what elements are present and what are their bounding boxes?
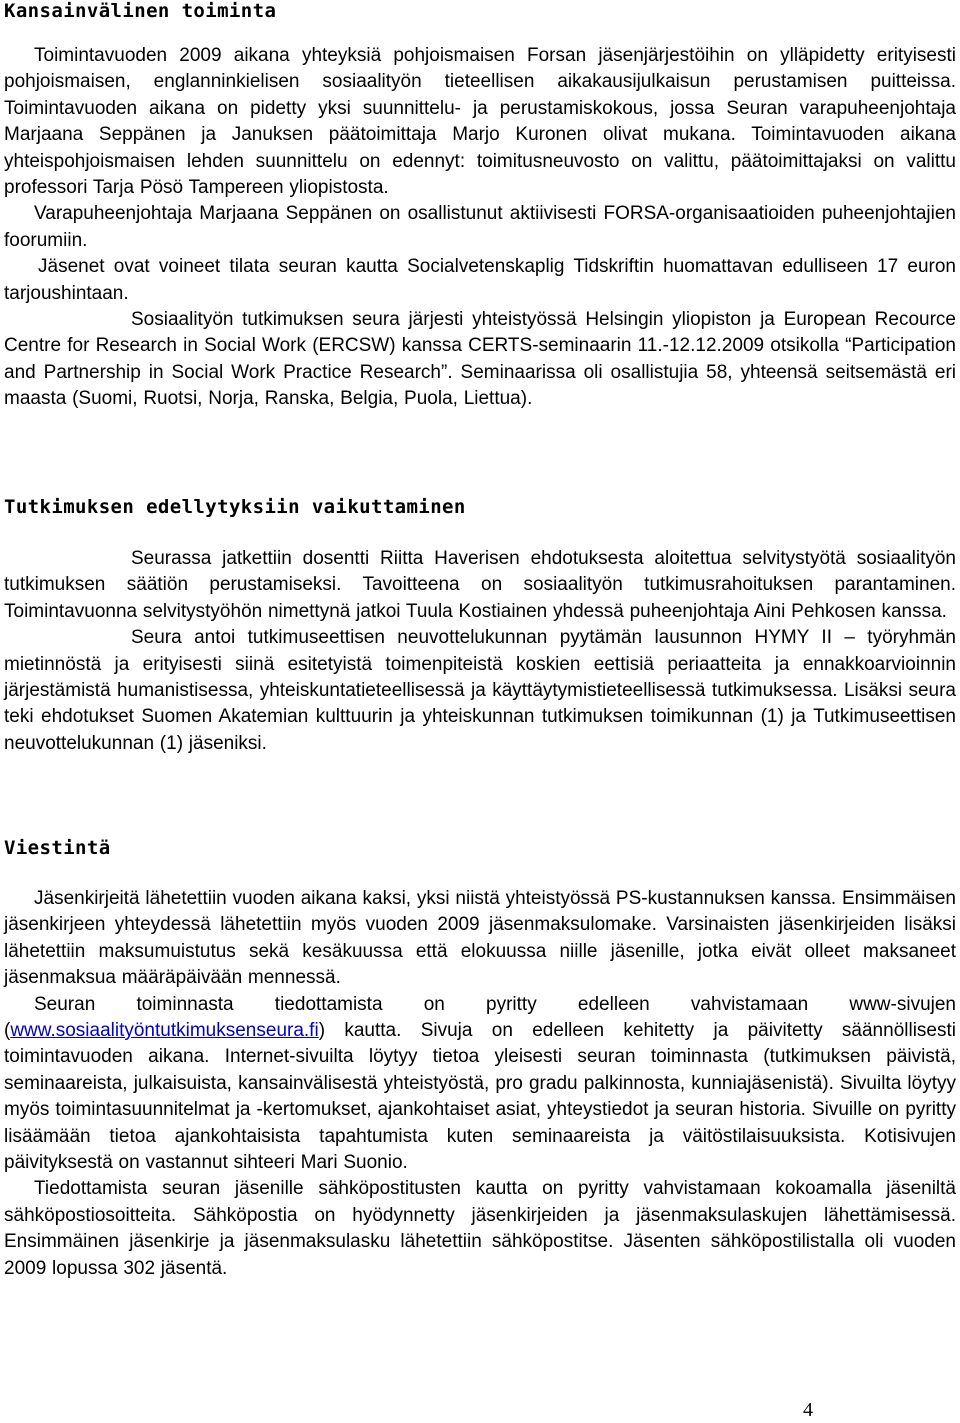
paragraph-email: Tiedottamista seuran jäsenille sähköpostitusten kautta on pyritty vahvistamaan kokoamalla jäseniltä sähköpostiosoitteita. Sähköpostia on hyödynnetty jäsenkirjeiden ja jäsenmaksulaskujen lähettämisessä. Ensimmäinen jäsenkirje ja jäsenmaksulasku lähetettiin sähköpostitse. Jäsenten sähköpostilistalla oli vuoden 2009 lopussa 302 jäsentä. [4, 1178, 956, 1279]
paragraph-website [4, 992, 956, 1177]
heading-international: Kansainvälinen toiminta [4, 0, 277, 22]
section-communication-body [4, 886, 956, 1282]
paragraph-varapuheenjohtaja: Varapuheenjohtaja Marjaana Seppänen on osallistunut aktiivisesti FORSA-organisaatioiden puheenjohtajien foorumiin. [4, 203, 956, 251]
paragraph-seminar: Sosiaalityön tutkimuksen seura järjesti yhteistyössä Helsingin yliopiston ja European Recource Centre for Research in Social Work (ERCSW) kanssa CERTS-seminaarin 11.-12.12.2009 otsikolla “Participation and Partnership in Social Work Practice Research”. Seminaarissa oli osallistujia 58, yhteensä seitsemästä eri maasta (Suomi, Ruotsi, Norja, Ranska, Belgia, Puola, Liettua). [4, 309, 956, 410]
paragraph-tidskrift: Jäsenet ovat voineet tilata seuran kautta Socialvetenskaplig Tidskriftin huomattavan edulliseen 17 euron tarjoushintaan. [4, 256, 956, 304]
section-research-body [4, 546, 956, 757]
heading-research: Tutkimuksen edellytyksiin vaikuttaminen [4, 496, 466, 518]
paragraph-member-letters: Jäsenkirjeitä lähetettiin vuoden aikana kaksi, yksi niistä yhteistyössä PS-kustannuksen kanssa. Ensimmäisen jäsenkirjeen yhteydessä lähetettiin myös vuoden 2009 jäsenmaksulomake. Varsinaisten jäsenkirjeiden lisäksi lähetettiin maksumuistutus sekä kesäkuussa että elokuussa niille jäsenille, jotka eivät olleet maksaneet jäsenmaksua määräpäivään mennessä. [4, 888, 956, 989]
paragraph-forsa: Toimintavuoden 2009 aikana yhteyksiä pohjoismaisen Forsan jäsenjärjestöihin on ylläpidetty erityisesti pohjoismaisen, englanninkielisen sosiaalityön tieteellisen aikakausijulkaisun perustamisen puitteissa. Toimintavuoden aikana on pidetty yksi suunnittelu- ja perustamiskokous, jossa Seuran varapuheenjohtaja Marjaana Seppänen ja Januksen päätoimittaja Marjo Kuronen olivat mukana. Toimintavuoden aikana yhteispohjoismaisen lehden suunnittelu on edennyt: toimitusneuvosto on valittu, päätoimittajaksi on valittu professori Tarja Pösö Tampereen yliopistosta. [4, 45, 956, 199]
heading-communication: Viestintä [4, 837, 111, 859]
website-link[interactable]: www.sosiaalityöntutkimuksenseura.fi [10, 1020, 319, 1042]
website-text-after: ) kautta. Sivuja on edelleen kehitetty ja päivitetty säännöllisesti toimintavuoden aikana. Internet-sivuilta löytyy tietoa yleisesti seuran toiminnasta (tutkimuksen päivistä, seminaareista, julkaisuista, kansainvälisestä yhteistyöstä, pro gradu palkinnosta, kunniajäsenistä). Sivuilta löytyy myös toimintasuunnitelmat ja -kertomukset, ajankohtaiset asiat, yhteystiedot ja seuran historia. Sivuille on pyritty lisäämään tietoa ajankohtaisista tapahtumista kuten seminaareista ja väitöstilaisuuksista. Kotisivujen päivityksestä on vastannut sihteeri Mari Suonio. [4, 1020, 956, 1174]
paragraph-foundation: Seurassa jatkettiin dosentti Riitta Haverisen ehdotuksesta aloitettua selvitystyötä sosiaalityön tutkimuksen säätiön perustamiseksi. Tavoitteena on sosiaalityön tutkimusrahoituksen parantaminen. Toimintavuonna selvitystyöhön nimettynä jatkoi Tuula Kostiainen yhdessä puheenjohtaja Aini Pehkosen kanssa. [4, 548, 956, 622]
website-text-before: Seuran toiminnasta tiedottamista on pyritty edelleen vahvistamaan www-sivujen ( [4, 993, 956, 1042]
page-number: 4 [803, 1399, 813, 1421]
paragraph-statement: Seura antoi tutkimuseettisen neuvottelukunnan pyytämän lausunnon HYMY II – työryhmän mietinnöstä ja erityisesti siinä esitetyistä toimenpiteistä koskien eettisiä periaatteita ja ennakkoarvioinnin järjestämistä humanistisessa, yhteiskuntatieteellisessä ja käyttäytymistieteellisessä tutkimuksessa. Lisäksi seura teki ehdotukset Suomen Akatemian kulttuurin ja yhteiskunnan tutkimuksen toimikunnan (1) ja Tutkimuseettisen neuvottelukunnan (1) jäseniksi. [4, 627, 956, 754]
section-international-body [4, 43, 956, 413]
